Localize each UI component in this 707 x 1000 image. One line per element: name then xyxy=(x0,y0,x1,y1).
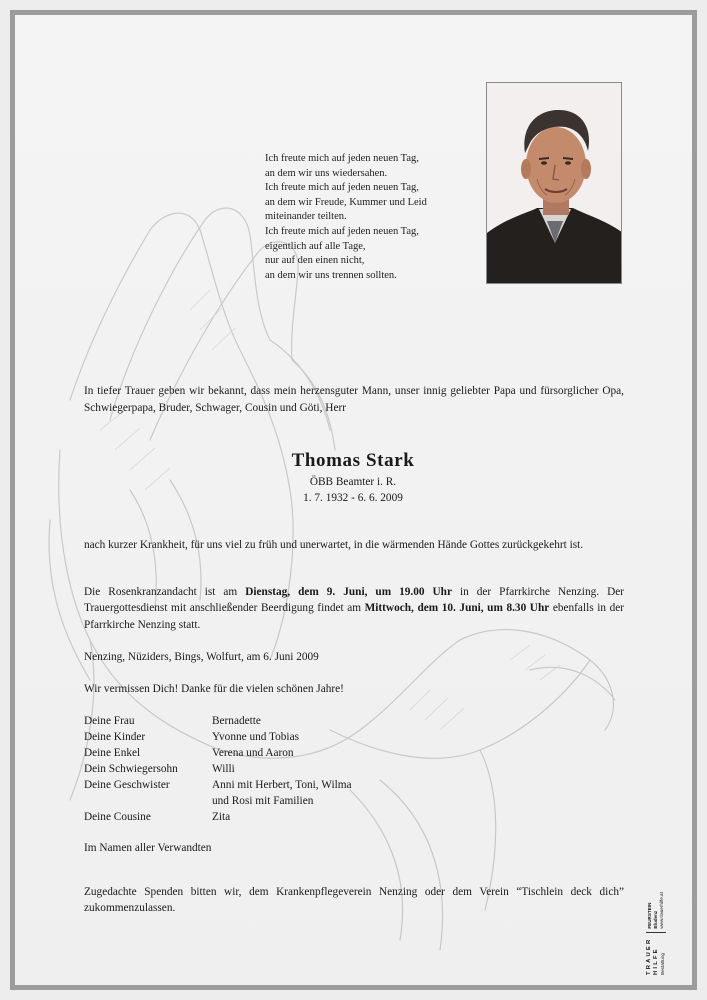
brand-divider xyxy=(646,933,666,934)
family-row xyxy=(84,745,404,761)
brand-title: TRAUER HILFE xyxy=(646,937,659,975)
family-names: Willi xyxy=(212,763,235,775)
family-names: Verena und Aaron xyxy=(212,747,294,759)
deceased-name: Thomas Stark xyxy=(291,450,415,471)
poem-line: an dem wir uns trennen sollten. xyxy=(265,269,397,281)
family-names: Zita xyxy=(212,811,231,823)
poem-line: Ich freute mich auf jeden neuen Tag, xyxy=(265,225,419,237)
poem-line: miteinander teilten. xyxy=(265,211,347,223)
poem-line: an dem wir uns wiedersahen. xyxy=(265,167,388,179)
family-names: Bernadette xyxy=(212,715,261,727)
family-relation: Deine Kinder xyxy=(84,731,146,743)
family-row xyxy=(84,809,404,825)
service-text xyxy=(84,584,624,633)
poem xyxy=(265,152,475,283)
portrait-photo xyxy=(486,82,622,284)
family-names: Anni mit Herbert, Toni, Wilma xyxy=(212,779,352,791)
service-text-part: Die Rosenkranzandacht ist am xyxy=(84,586,246,598)
poem-line: nur auf den einen nicht, xyxy=(265,255,365,267)
poem-line: eigentlich auf alle Tage, xyxy=(265,240,366,252)
service-text-part: in der Pfarrkirche Nenzing. Der Trauergottesdienst mit anschließender Beerdigung findet am xyxy=(84,586,624,615)
family-relation: Deine Enkel xyxy=(84,747,141,759)
farewell-text: Wir vermissen Dich! Danke für die vielen schönen Jahre! xyxy=(84,683,344,695)
family-names: und Rosi mit Familien xyxy=(212,795,314,807)
funeral-date: Mittwoch, dem 10. Juni, um 8.30 Uhr xyxy=(364,602,550,615)
poem-line: an dem wir Freude, Kummer und Leid xyxy=(265,196,427,208)
deceased-block xyxy=(200,448,506,506)
place-date: Nenzing, Nüziders, Bings, Wolfurt, am 6. Juni 2009 xyxy=(84,651,319,663)
rosary-date: Dienstag, dem 9. Juni, um 19.00 Uhr xyxy=(245,586,452,598)
brand-subtitle: Bestattung xyxy=(660,953,665,975)
family-list xyxy=(84,713,404,825)
passing-text: nach kurzer Krankheit, für uns viel zu früh und unerwartet, in die wärmenden Hände Gottes zurückgekehrt ist. xyxy=(84,539,584,551)
brand-website: www.trauerhilfe.at xyxy=(659,892,664,929)
family-row xyxy=(84,729,404,745)
family-relation: Deine Frau xyxy=(84,715,135,727)
family-names: Yvonne und Tobias xyxy=(212,731,299,743)
family-relation: Deine Cousine xyxy=(84,811,151,823)
poem-line: Ich freute mich auf jeden neuen Tag, xyxy=(265,182,419,194)
deceased-dates: 1. 7. 1932 - 6. 6. 2009 xyxy=(303,492,403,504)
brand-address: FEURSTEIN Bludenz xyxy=(647,902,658,929)
deceased-role: ÖBB Beamter i. R. xyxy=(309,476,397,488)
family-row xyxy=(84,777,404,809)
family-row xyxy=(84,713,404,729)
poem-line: Ich freute mich auf jeden neuen Tag, xyxy=(265,153,419,164)
relatives-text: Im Namen aller Verwandten xyxy=(84,842,212,854)
family-relation: Deine Geschwister xyxy=(84,779,170,791)
family-relation: Dein Schwiegersohn xyxy=(84,763,178,775)
donations-text: Zugedachte Spenden bitten wir, dem Krankenpflegeverein Nenzing oder dem Verein “Tischlein deck dich” zukommenzulassen. xyxy=(84,886,624,915)
family-row xyxy=(84,761,404,777)
intro-text: In tiefer Trauer geben wir bekannt, dass mein herzensguter Mann, unser innig geliebter Papa und fürsorglicher Opa, Schwiegerpapa, Bruder, Schwager, Cousin und Göti, Herr xyxy=(84,385,624,414)
funeral-home-stamp xyxy=(646,892,666,975)
service-text-part: ebenfalls in der Pfarrkirche Nenzing statt. xyxy=(84,602,624,631)
